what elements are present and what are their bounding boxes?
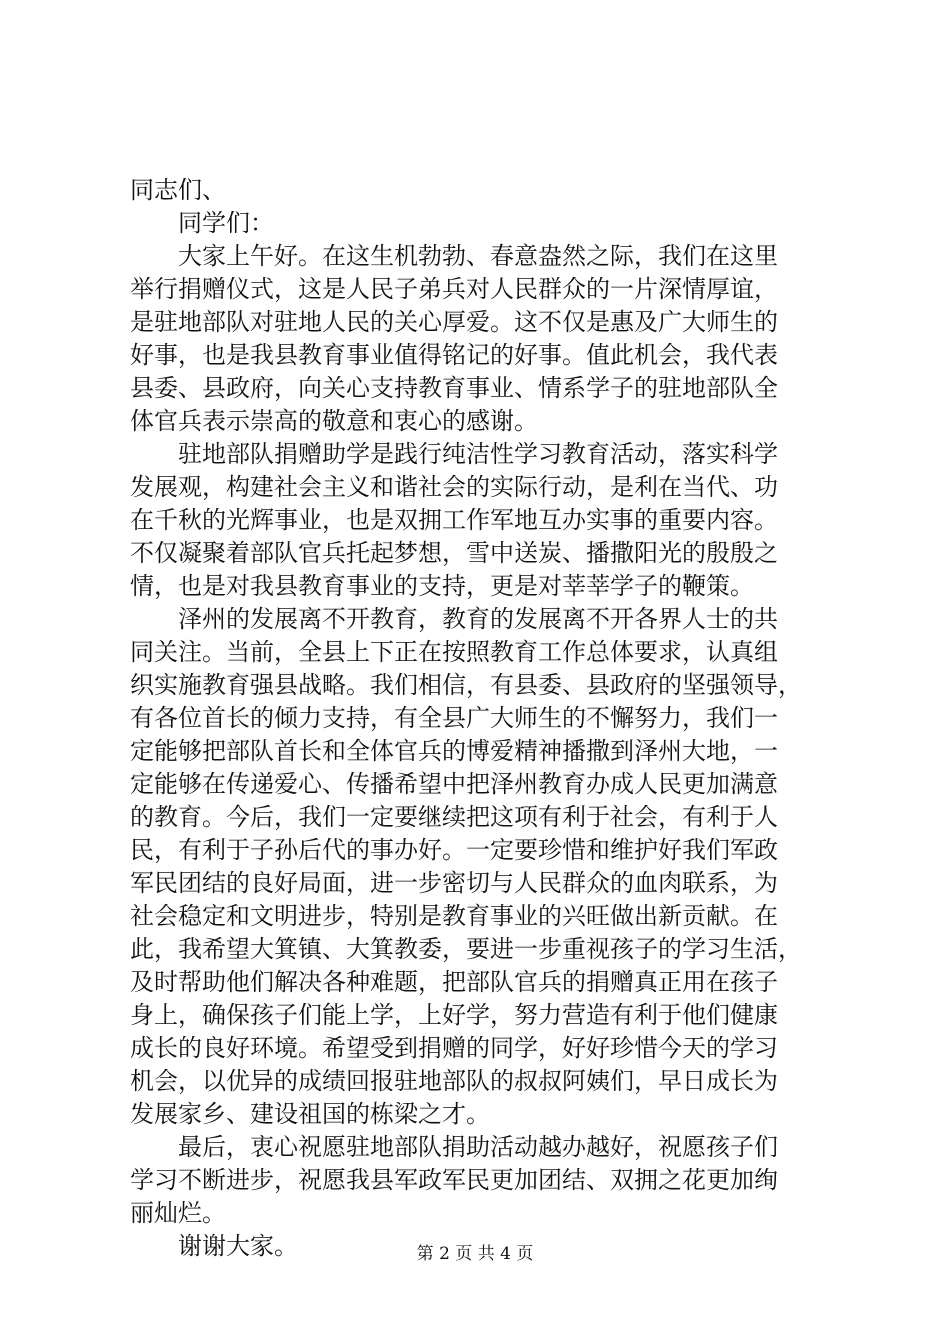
text-line: 的教育。今后，我们一定要继续把这项有利于社会，有利于人 [130,803,778,831]
text-line: 身上，确保孩子们能上学，上好学，努力营造有利于他们健康 [130,1001,778,1029]
text-line: 军民团结的良好局面，进一步密切与人民群众的血肉联系，为 [130,869,778,897]
text-line: 民，有利于子孙后代的事办好。一定要珍惜和维护好我们军政 [130,836,778,864]
text-line: 此，我希望大箕镇、大箕教委，要进一步重视孩子的学习生活， [130,935,802,963]
text-line: 社会稳定和文明进步，特别是教育事业的兴旺做出新贡献。在 [130,902,778,930]
text-line: 县委、县政府，向关心支持教育事业、情系学子的驻地部队全 [130,374,778,402]
text-line: 学习不断进步，祝愿我县军政军民更加团结、双拥之花更加绚 [130,1166,778,1194]
text-line: 体官兵表示崇高的敬意和衷心的感谢。 [130,407,538,435]
text-line: 举行捐赠仪式，这是人民子弟兵对人民群众的一片深情厚谊， [130,275,778,303]
text-line: 泽州的发展离不开教育，教育的发展离不开各界人士的共 [178,605,778,633]
text-line: 是驻地部队对驻地人民的关心厚爱。这不仅是惠及广大师生的 [130,308,778,336]
page-footer: 第 2 页 共 4 页 [416,1244,534,1264]
text-line: 同学们： [178,209,274,237]
text-line: 定能够在传递爱心、传播希望中把泽州教育办成人民更加满意 [130,770,778,798]
text-line: 定能够把部队首长和全体官兵的博爱精神播撒到泽州大地，一 [130,737,778,765]
text-line: 及时帮助他们解决各种难题，把部队官兵的捐赠真正用在孩子 [130,968,778,996]
text-line: 发展观，构建社会主义和谐社会的实际行动，是利在当代、功 [130,473,778,501]
text-line: 在千秋的光辉事业，也是双拥工作军地互办实事的重要内容。 [130,506,778,534]
document-body [130,174,835,1263]
text-line: 大家上午好。在这生机勃勃、春意盎然之际，我们在这里 [178,242,778,270]
text-line: 织实施教育强县战略。我们相信，有县委、县政府的坚强领导， [130,671,802,699]
text-line: 情，也是对我县教育事业的支持，更是对莘莘学子的鞭策。 [130,572,754,600]
text-line: 不仅凝聚着部队官兵托起梦想，雪中送炭、播撒阳光的殷殷之 [130,539,778,567]
text-line: 最后，衷心祝愿驻地部队捐助活动越办越好，祝愿孩子们 [178,1133,778,1161]
text-line: 有各位首长的倾力支持，有全县广大师生的不懈努力，我们一 [130,704,778,732]
text-line: 谢谢大家。 [178,1232,298,1260]
text-line: 成长的良好环境。希望受到捐赠的同学，好好珍惜今天的学习 [130,1034,778,1062]
text-line: 驻地部队捐赠助学是践行纯洁性学习教育活动，落实科学 [178,440,778,468]
text-line: 机会，以优异的成绩回报驻地部队的叔叔阿姨们，早日成长为 [130,1067,778,1095]
text-line: 同关注。当前，全县上下正在按照教育工作总体要求，认真组 [130,638,778,666]
text-line: 丽灿烂。 [130,1199,226,1227]
text-line: 好事，也是我县教育事业值得铭记的好事。值此机会，我代表 [130,341,778,369]
text-line: 同志们、 [130,176,226,204]
text-line: 发展家乡、建设祖国的栋梁之才。 [130,1100,490,1128]
